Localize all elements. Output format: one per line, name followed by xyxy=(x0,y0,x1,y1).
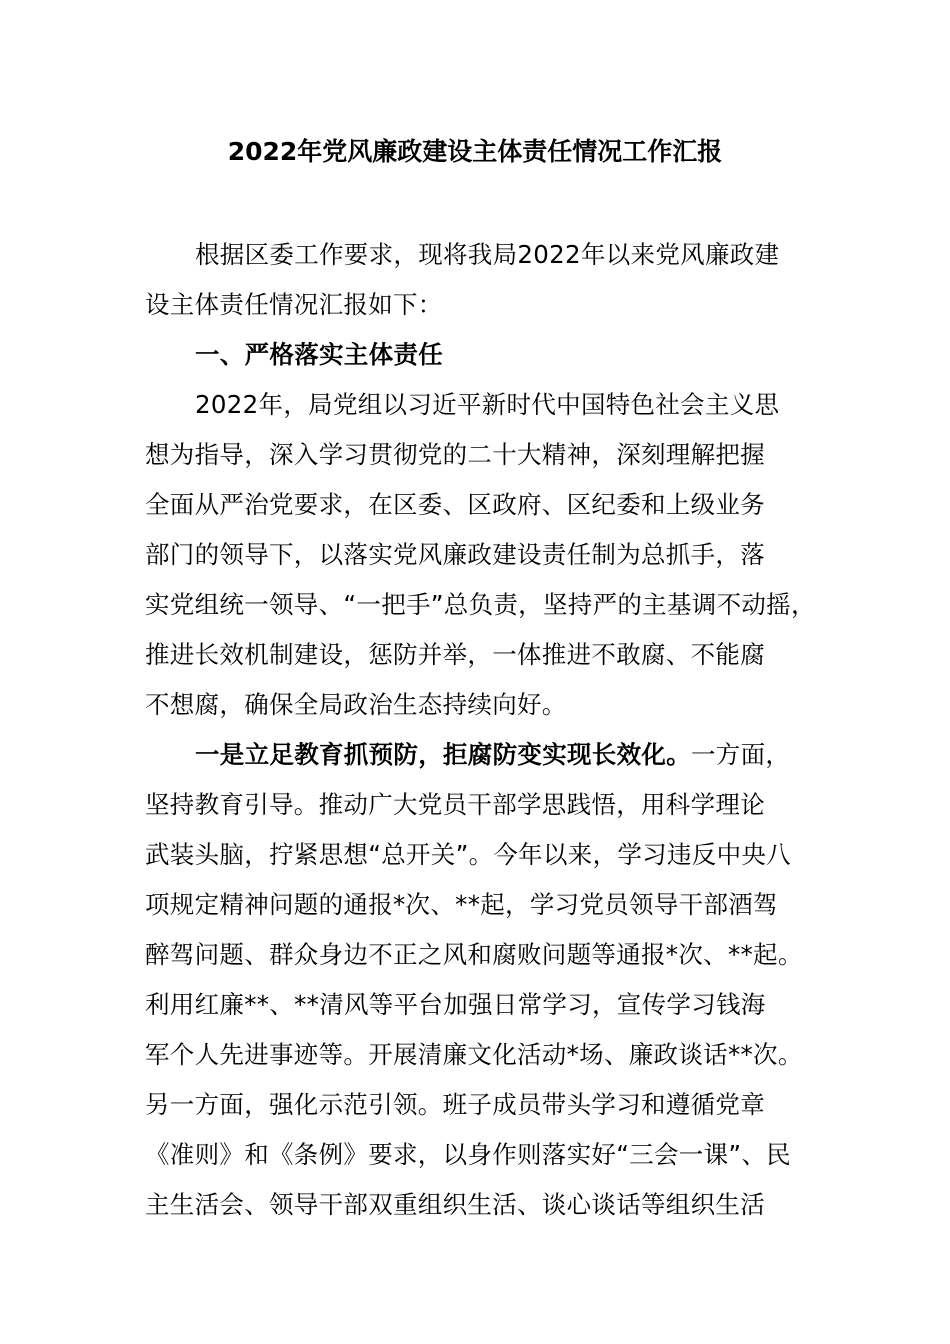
subsection-lead-tail: 一方面， xyxy=(691,740,791,769)
body-line: 不想腐，确保全局政治生态持续向好。 xyxy=(145,690,567,719)
body-line: 军个人先进事迹等。开展清廉文化活动*场、廉政谈话**次。 xyxy=(145,1040,803,1069)
body-line: 想为指导，深入学习贯彻党的二十大精神，深刻理解把握 xyxy=(145,440,765,469)
body-line: 部门的领导下，以落实党风廉政建设责任制为总抓手，落 xyxy=(145,540,765,569)
body-line: 另一方面，强化示范引领。班子成员带头学习和遵循党章 xyxy=(145,1090,765,1119)
body-line: 《准则》和《条例》要求，以身作则落实好“三会一课”、民 xyxy=(145,1140,791,1169)
body-line xyxy=(145,730,835,780)
body-line: 推进长效机制建设，惩防并举，一体推进不敢腐、不能腐 xyxy=(145,640,765,669)
body-line: 设主体责任情况汇报如下： xyxy=(145,290,443,319)
body-line: 实党组统一领导、“一把手”总负责，坚持严的主基调不动摇， xyxy=(145,590,816,619)
body-line: 利用红廉**、**清风等平台加强日常学习，宣传学习钱海 xyxy=(145,990,766,1019)
body-line: 全面从严治党要求，在区委、区政府、区纪委和上级业务 xyxy=(145,490,765,519)
subsection-lead: 一是立足教育抓预防，拒腐防变实现长效化。 xyxy=(195,740,691,769)
body-line: 坚持教育引导。推动广大党员干部学思践悟，用科学理论 xyxy=(145,790,765,819)
body-line: 项规定精神问题的通报*次、**起，学习党员领导干部酒驾 xyxy=(145,890,778,919)
body-line: 2022年，局党组以习近平新时代中国特色社会主义思 xyxy=(195,390,780,419)
body-line: 武装头脑，拧紧思想“总开关”。今年以来，学习违反中央八 xyxy=(145,840,791,869)
body-line: 根据区委工作要求，现将我局2022年以来党风廉政建 xyxy=(195,240,780,269)
body-line: 主生活会、领导干部双重组织生活、谈心谈话等组织生活 xyxy=(145,1190,765,1219)
document-body xyxy=(145,230,835,1230)
document-title: 2022年党风廉政建设主体责任情况工作汇报 xyxy=(227,137,723,166)
section-heading: 一、严格落实主体责任 xyxy=(195,340,443,369)
body-line: 醉驾问题、群众身边不正之风和腐败问题等通报*次、**起。 xyxy=(145,940,803,969)
